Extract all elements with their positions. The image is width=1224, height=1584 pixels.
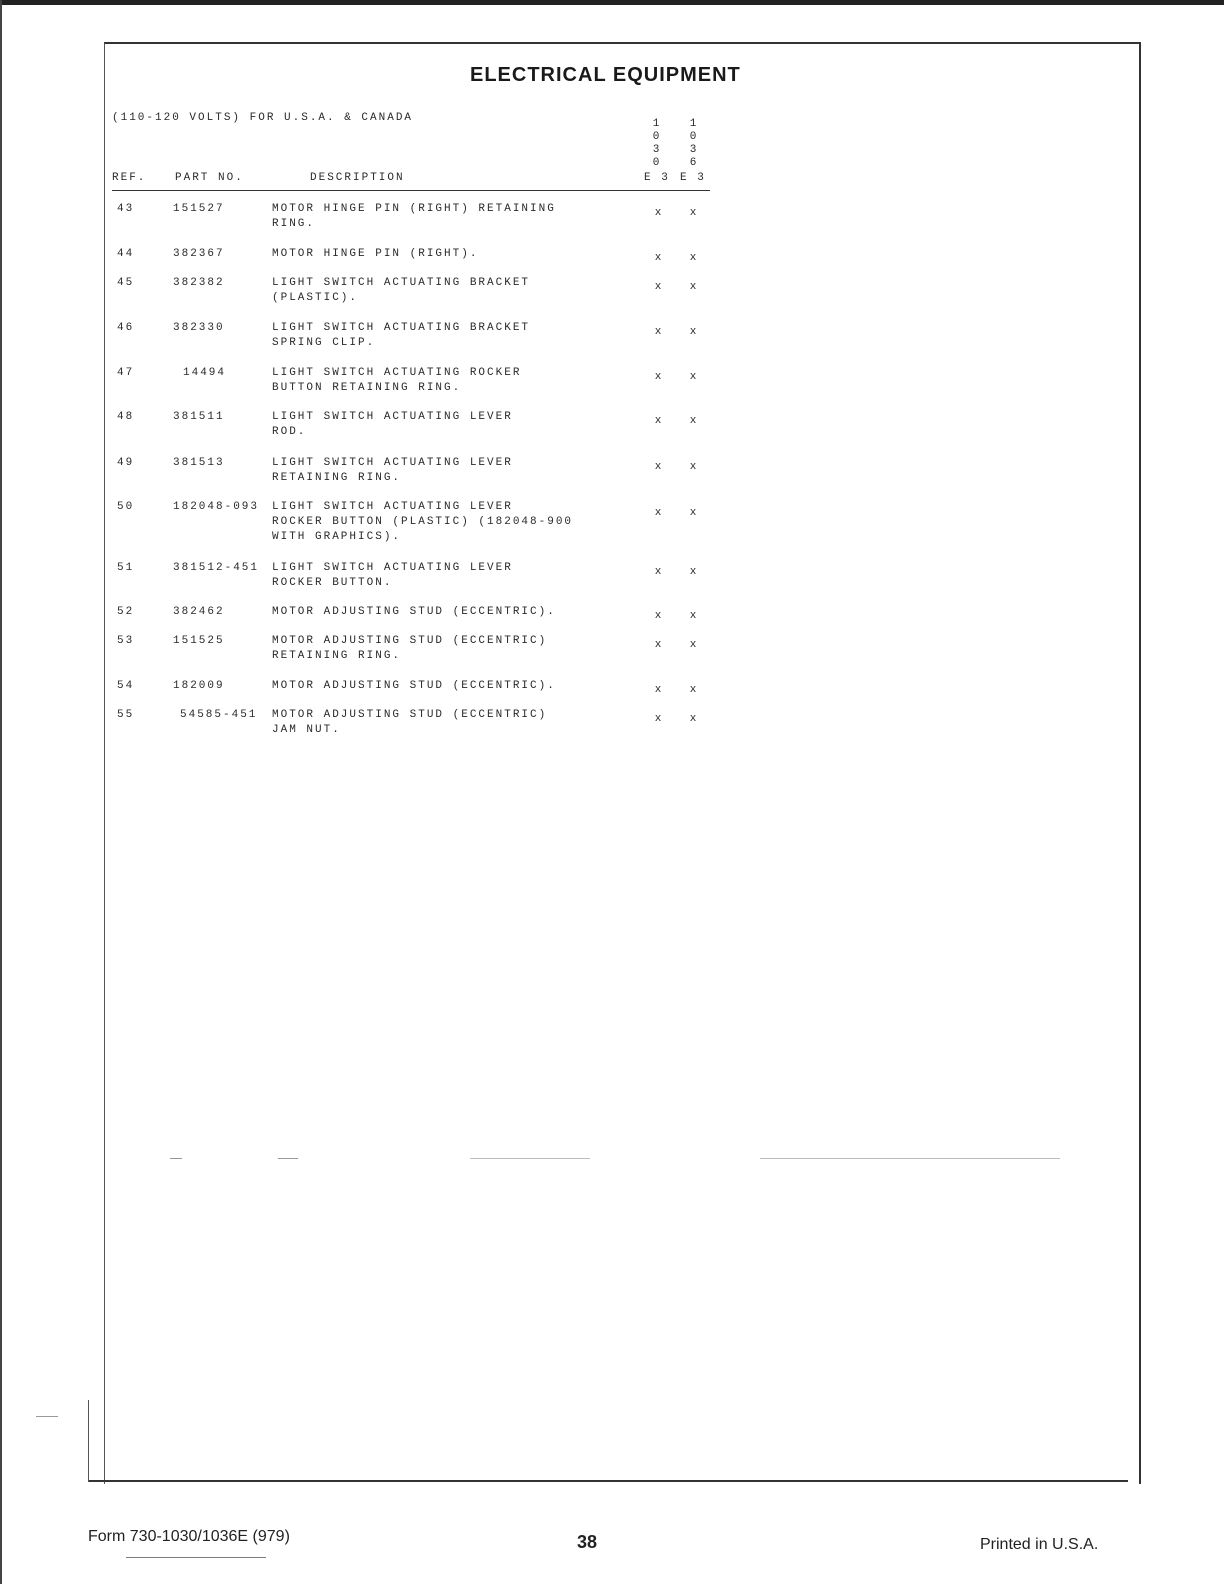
scan-artifact — [760, 1158, 1060, 1159]
scan-artifact — [36, 1416, 58, 1417]
description-line: MOTOR ADJUSTING STUD (ECCENTRIC). — [272, 606, 556, 618]
ref-cell: 53 — [117, 635, 135, 647]
model-1036-mark: x — [689, 371, 699, 383]
ref-cell: 55 — [117, 709, 135, 721]
description-line: SPRING CLIP. — [272, 337, 376, 349]
model-1030-mark: x — [654, 566, 664, 578]
frame-bottom-rule — [88, 1480, 1128, 1482]
part-no-cell: 14494 — [183, 367, 227, 379]
part-no-cell: 381513 — [173, 457, 225, 469]
description-line: LIGHT SWITCH ACTUATING BRACKET — [272, 277, 531, 289]
model-1036-mark: x — [689, 207, 699, 219]
description-line: ROCKER BUTTON (PLASTIC) (182048-900 — [272, 516, 574, 528]
scan-artifact — [470, 1158, 590, 1159]
model-char: 0 — [689, 131, 699, 143]
part-no-cell: 151525 — [173, 635, 225, 647]
model-1036-mark: x — [689, 461, 699, 473]
description-line: MOTOR HINGE PIN (RIGHT) RETAINING — [272, 203, 556, 215]
ref-cell: 46 — [117, 322, 135, 334]
part-no-cell: 182048-093 — [173, 501, 260, 513]
model-1030-mark: x — [654, 507, 664, 519]
model-char: 1 — [652, 118, 662, 130]
model-1030-mark: x — [654, 252, 664, 264]
model-char: 3 — [689, 144, 699, 156]
header-rule — [112, 190, 710, 191]
ref-cell: 47 — [117, 367, 135, 379]
page-frame — [104, 42, 1141, 1484]
model-1036-mark: x — [689, 281, 699, 293]
model-column-1030 — [651, 118, 663, 170]
ref-cell: 45 — [117, 277, 135, 289]
ref-cell: 52 — [117, 606, 135, 618]
model-1030-mark: x — [654, 281, 664, 293]
model-1036-mark: x — [689, 684, 699, 696]
description-line: BUTTON RETAINING RING. — [272, 382, 462, 394]
description-line: LIGHT SWITCH ACTUATING BRACKET — [272, 322, 531, 334]
model-column-1036 — [688, 118, 700, 170]
header-model-suffix-2: E 3 — [680, 172, 706, 184]
model-1036-mark: x — [689, 566, 699, 578]
model-1036-mark: x — [689, 610, 699, 622]
model-1036-mark: x — [689, 639, 699, 651]
description-line: LIGHT SWITCH ACTUATING LEVER — [272, 562, 513, 574]
description-line: RETAINING RING. — [272, 472, 402, 484]
description-line: WITH GRAPHICS). — [272, 531, 402, 543]
description-line: RING. — [272, 218, 316, 230]
ref-cell: 43 — [117, 203, 135, 215]
part-no-cell: 382462 — [173, 606, 225, 618]
header-part-no: PART NO. — [175, 172, 244, 184]
ref-cell: 50 — [117, 501, 135, 513]
description-line: LIGHT SWITCH ACTUATING LEVER — [272, 457, 513, 469]
left-scan-edge — [0, 0, 2, 1584]
model-1030-mark: x — [654, 326, 664, 338]
model-1030-mark: x — [654, 207, 664, 219]
model-1030-mark: x — [654, 639, 664, 651]
part-no-cell: 381511 — [173, 411, 225, 423]
model-1036-mark: x — [689, 415, 699, 427]
top-scan-edge — [0, 0, 1224, 5]
scan-artifact — [278, 1158, 298, 1159]
scan-artifact — [170, 1158, 182, 1159]
form-number: Form 730-1030/1036E (979) — [88, 1528, 290, 1545]
model-char: 3 — [652, 144, 662, 156]
printed-in-notice: Printed in U.S.A. — [980, 1536, 1099, 1553]
part-no-cell: 382382 — [173, 277, 225, 289]
description-line: JAM NUT. — [272, 724, 341, 736]
model-char: 0 — [652, 157, 662, 169]
description-line: ROD. — [272, 426, 307, 438]
part-no-cell: 382330 — [173, 322, 225, 334]
part-no-cell: 182009 — [173, 680, 225, 692]
model-1030-mark: x — [654, 713, 664, 725]
voltage-subtitle: (110-120 VOLTS) FOR U.S.A. & CANADA — [112, 112, 414, 124]
part-no-cell: 151527 — [173, 203, 225, 215]
model-1030-mark: x — [654, 415, 664, 427]
model-1036-mark: x — [689, 252, 699, 264]
model-1036-mark: x — [689, 507, 699, 519]
description-line: MOTOR ADJUSTING STUD (ECCENTRIC). — [272, 680, 556, 692]
part-no-cell: 381512-451 — [173, 562, 260, 574]
header-model-suffix-1: E 3 — [644, 172, 670, 184]
ref-cell: 44 — [117, 248, 135, 260]
description-line: MOTOR HINGE PIN (RIGHT). — [272, 248, 479, 260]
description-line: LIGHT SWITCH ACTUATING LEVER — [272, 501, 513, 513]
description-line: ROCKER BUTTON. — [272, 577, 393, 589]
page-number: 38 — [577, 1532, 598, 1552]
description-line: MOTOR ADJUSTING STUD (ECCENTRIC) — [272, 709, 548, 721]
model-1030-mark: x — [654, 371, 664, 383]
model-1036-mark: x — [689, 326, 699, 338]
description-line: RETAINING RING. — [272, 650, 402, 662]
description-line: (PLASTIC). — [272, 292, 359, 304]
header-description: DESCRIPTION — [310, 172, 405, 184]
part-no-cell: 382367 — [173, 248, 225, 260]
header-ref: REF. — [112, 172, 147, 184]
description-line: LIGHT SWITCH ACTUATING LEVER — [272, 411, 513, 423]
ref-cell: 54 — [117, 680, 135, 692]
model-1036-mark: x — [689, 713, 699, 725]
ref-cell: 49 — [117, 457, 135, 469]
model-char: 1 — [689, 118, 699, 130]
model-1030-mark: x — [654, 461, 664, 473]
model-char: 0 — [652, 131, 662, 143]
model-1030-mark: x — [654, 684, 664, 696]
model-1030-mark: x — [654, 610, 664, 622]
part-no-cell: 54585-451 — [180, 709, 258, 721]
ref-cell: 48 — [117, 411, 135, 423]
footer-underline — [126, 1557, 266, 1558]
frame-left-lower-rule — [88, 1400, 89, 1482]
description-line: LIGHT SWITCH ACTUATING ROCKER — [272, 367, 522, 379]
model-char: 6 — [689, 157, 699, 169]
page-title: ELECTRICAL EQUIPMENT — [470, 64, 741, 86]
ref-cell: 51 — [117, 562, 135, 574]
description-line: MOTOR ADJUSTING STUD (ECCENTRIC) — [272, 635, 548, 647]
